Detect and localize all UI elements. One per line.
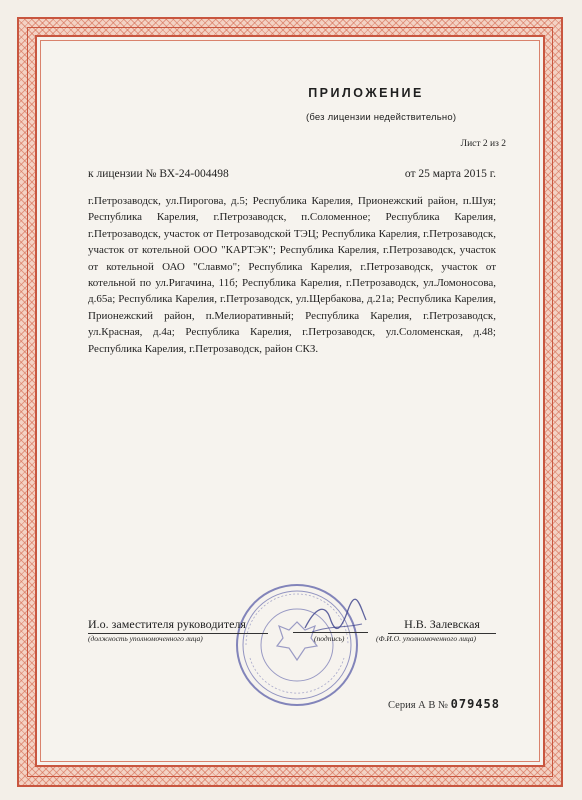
signatory-name: Н.В. Залевская xyxy=(388,617,496,634)
license-number: к лицензии № ВХ-24-004498 xyxy=(88,168,229,180)
series-label: Серия А В № xyxy=(388,700,449,711)
document-subtitle: (без лицензии недействительно) xyxy=(306,112,457,123)
signatory-position: И.о. заместителя руководителя xyxy=(88,617,268,634)
license-reference-line xyxy=(88,168,496,180)
name-caption: (Ф.И.О. уполномоченного лица) xyxy=(376,634,477,643)
signature-line xyxy=(293,632,368,633)
series-number: 079458 xyxy=(450,697,500,711)
signature-block xyxy=(88,617,496,647)
license-date: от 25 марта 2015 г. xyxy=(404,168,496,180)
signature-caption: (подпись) xyxy=(314,634,345,643)
sheet-number: Лист 2 из 2 xyxy=(460,139,506,149)
document-title: ПРИЛОЖЕНИЕ xyxy=(308,86,424,100)
addresses-text: г.Петрозаводск, ул.Пирогова, д.5; Республика Карелия, Прионежский район, п.Шуя; Республика Карелия, г.Петрозаводск, п.Соломенное; Республика Карелия, г.Петрозаводск, участок от Петрозаводской ТЭЦ; Республика Карелия, г.Петрозаводск, участок от котельной ООО "КАРТЭК"; Республика Карелия, г.Петрозаводск, участок от котельной ОАО "Славмо"; Республика Карелия, г.Петрозаводск, участок от котельной по ул.Ригачина, 11б; Республика Карелия, г.Петрозаводск, ул.Ломоносова, д.65а; Республика Карелия, г.Петрозаводск, ул.Щербакова, д.21а; Республика Карелия, Прионежский район, п.Мелиоративный; Республика Карелия, г.Петрозаводск, ул.Красная, д.4а; Республика Карелия, г.Петрозаводск, ул.Соломенская, д.48; Республика Карелия, г.Петрозаводск, район СКЗ. xyxy=(88,195,496,355)
form-series xyxy=(388,697,500,711)
position-caption: (должность уполномоченного лица) xyxy=(88,634,203,643)
